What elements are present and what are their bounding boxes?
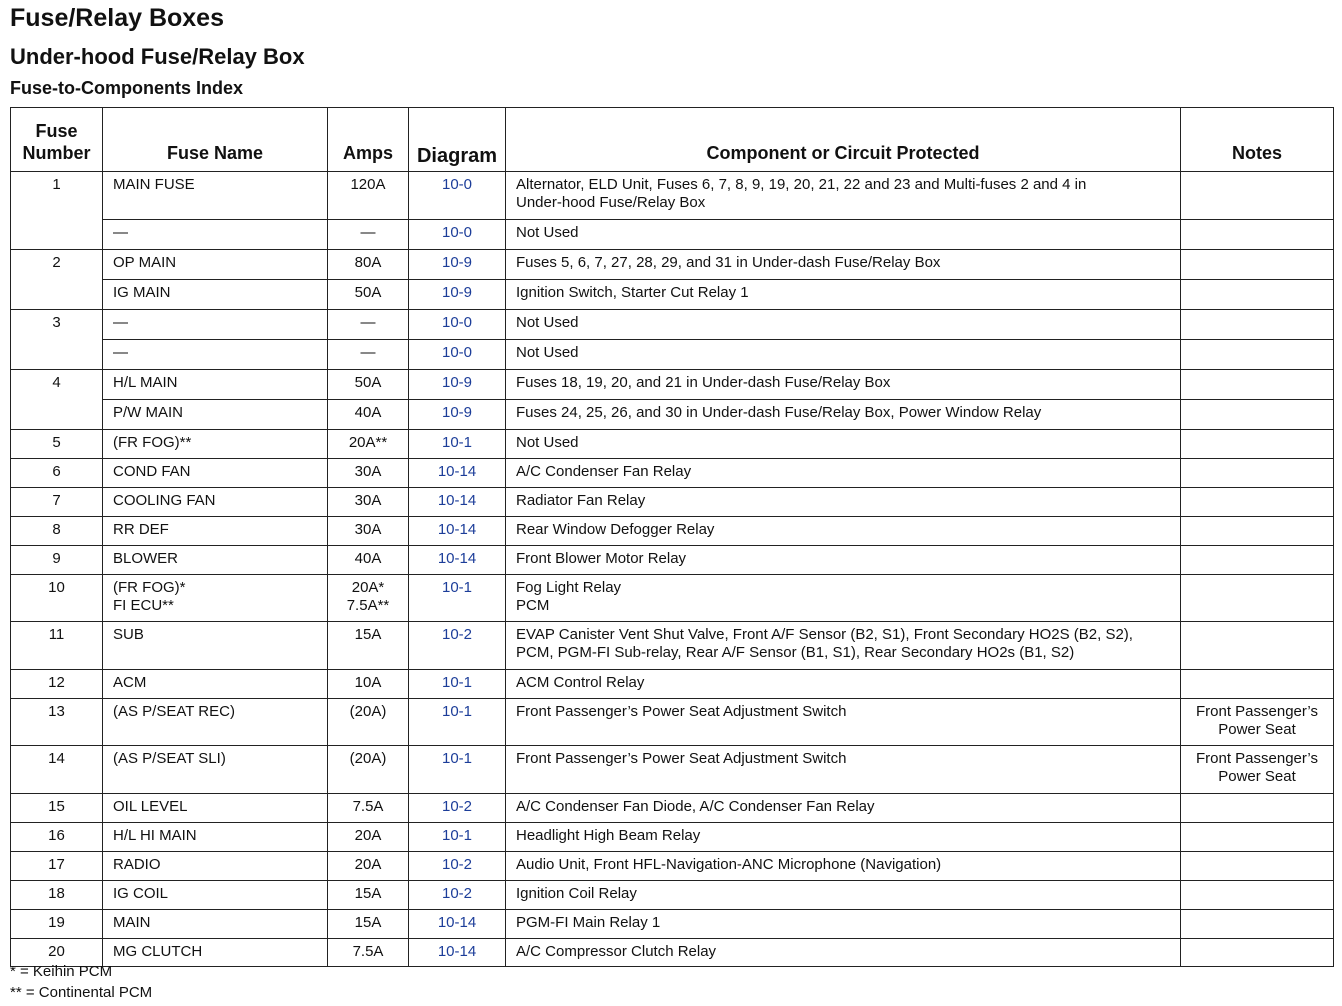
notes-cell bbox=[1181, 794, 1334, 823]
amps-cell: — bbox=[328, 340, 409, 370]
notes-cell bbox=[1181, 250, 1334, 280]
table-header-row bbox=[11, 108, 1334, 172]
table-row bbox=[11, 852, 1334, 881]
table-row bbox=[11, 546, 1334, 575]
table-row bbox=[11, 488, 1334, 517]
notes-cell bbox=[1181, 575, 1334, 622]
diagram-cell: 10-14 bbox=[409, 910, 506, 939]
amps-cell: 7.5A bbox=[328, 794, 409, 823]
component-cell: A/C Condenser Fan Diode, A/C Condenser Fan Relay bbox=[506, 794, 1181, 823]
amps-cell: 80A bbox=[328, 250, 409, 280]
diagram-cell: 10-1 bbox=[409, 670, 506, 699]
table-row bbox=[11, 220, 1334, 250]
component-cell: EVAP Canister Vent Shut Valve, Front A/F Sensor (B2, S1), Front Secondary HO2S (B2, S2), PCM, PGM-FI Sub-relay, Rear A/F Sensor (B1, S1), Rear Secondary HO2s (B1, S2) bbox=[506, 622, 1181, 670]
notes-cell bbox=[1181, 400, 1334, 430]
fuse-number-cell: 3 bbox=[11, 310, 103, 370]
component-cell: Not Used bbox=[506, 310, 1181, 340]
diagram-cell: 10-2 bbox=[409, 881, 506, 910]
fuse-name-cell: BLOWER bbox=[103, 546, 328, 575]
fuse-name-cell: — bbox=[103, 220, 328, 250]
notes-cell bbox=[1181, 546, 1334, 575]
component-cell: Not Used bbox=[506, 220, 1181, 250]
fuse-number-cell: 10 bbox=[11, 575, 103, 622]
fuse-number-cell: 1 bbox=[11, 172, 103, 250]
fuse-index-table bbox=[10, 107, 1334, 967]
page-title: Fuse/Relay Boxes bbox=[10, 4, 224, 32]
fuse-name-cell: ACM bbox=[103, 670, 328, 699]
component-cell: Fog Light Relay PCM bbox=[506, 575, 1181, 622]
fuse-number-cell: 9 bbox=[11, 546, 103, 575]
fuse-number-cell: 13 bbox=[11, 699, 103, 746]
amps-cell: 40A bbox=[328, 400, 409, 430]
fuse-name-cell: (AS P/SEAT SLI) bbox=[103, 746, 328, 794]
amps-cell: 20A* 7.5A** bbox=[328, 575, 409, 622]
notes-cell bbox=[1181, 488, 1334, 517]
fuse-number-cell: 11 bbox=[11, 622, 103, 670]
header-fuse-number-text: Fuse Number bbox=[22, 121, 91, 163]
component-cell: Fuses 24, 25, 26, and 30 in Under-dash Fuse/Relay Box, Power Window Relay bbox=[506, 400, 1181, 430]
notes-cell bbox=[1181, 280, 1334, 310]
table-row bbox=[11, 400, 1334, 430]
diagram-cell: 10-9 bbox=[409, 400, 506, 430]
amps-cell: (20A) bbox=[328, 699, 409, 746]
amps-cell: 120A bbox=[328, 172, 409, 220]
component-cell: Ignition Coil Relay bbox=[506, 881, 1181, 910]
component-cell: Alternator, ELD Unit, Fuses 6, 7, 8, 9, 19, 20, 21, 22 and 23 and Multi-fuses 2 and 4 in Under-hood Fuse/Relay Box bbox=[506, 172, 1181, 220]
table-row bbox=[11, 370, 1334, 400]
fuse-name-cell: SUB bbox=[103, 622, 328, 670]
diagram-cell: 10-2 bbox=[409, 794, 506, 823]
amps-cell: 30A bbox=[328, 459, 409, 488]
component-cell: A/C Compressor Clutch Relay bbox=[506, 939, 1181, 967]
diagram-cell: 10-1 bbox=[409, 699, 506, 746]
fuse-number-cell: 19 bbox=[11, 910, 103, 939]
fuse-number-cell: 14 bbox=[11, 746, 103, 794]
component-cell: Fuses 18, 19, 20, and 21 in Under-dash Fuse/Relay Box bbox=[506, 370, 1181, 400]
fuse-name-cell: RR DEF bbox=[103, 517, 328, 546]
fuse-number-cell: 16 bbox=[11, 823, 103, 852]
notes-cell bbox=[1181, 622, 1334, 670]
amps-cell: 15A bbox=[328, 622, 409, 670]
fuse-name-cell: — bbox=[103, 310, 328, 340]
header-fuse-number bbox=[11, 108, 103, 172]
diagram-cell: 10-1 bbox=[409, 746, 506, 794]
notes-cell bbox=[1181, 370, 1334, 400]
amps-cell: (20A) bbox=[328, 746, 409, 794]
table-row bbox=[11, 459, 1334, 488]
table-row bbox=[11, 823, 1334, 852]
table-row bbox=[11, 517, 1334, 546]
diagram-cell: 10-0 bbox=[409, 310, 506, 340]
diagram-cell: 10-14 bbox=[409, 488, 506, 517]
component-cell: Not Used bbox=[506, 430, 1181, 459]
amps-cell: 50A bbox=[328, 280, 409, 310]
table-row bbox=[11, 622, 1334, 670]
fuse-number-cell: 2 bbox=[11, 250, 103, 310]
diagram-cell: 10-1 bbox=[409, 575, 506, 622]
amps-cell: 10A bbox=[328, 670, 409, 699]
table-row bbox=[11, 746, 1334, 794]
amps-cell: 40A bbox=[328, 546, 409, 575]
footnote-continental: ** = Continental PCM bbox=[10, 984, 153, 1001]
header-component: Component or Circuit Protected bbox=[506, 108, 1181, 172]
fuse-name-cell: RADIO bbox=[103, 852, 328, 881]
fuse-number-cell: 6 bbox=[11, 459, 103, 488]
amps-cell: 20A** bbox=[328, 430, 409, 459]
component-cell: Fuses 5, 6, 7, 27, 28, 29, and 31 in Under-dash Fuse/Relay Box bbox=[506, 250, 1181, 280]
diagram-cell: 10-1 bbox=[409, 430, 506, 459]
fuse-name-cell: — bbox=[103, 340, 328, 370]
amps-cell: 15A bbox=[328, 910, 409, 939]
component-cell: Ignition Switch, Starter Cut Relay 1 bbox=[506, 280, 1181, 310]
notes-cell bbox=[1181, 310, 1334, 340]
fuse-name-cell: H/L HI MAIN bbox=[103, 823, 328, 852]
fuse-number-cell: 5 bbox=[11, 430, 103, 459]
fuse-name-cell: IG COIL bbox=[103, 881, 328, 910]
fuse-name-cell: (FR FOG)** bbox=[103, 430, 328, 459]
fuse-name-cell: OP MAIN bbox=[103, 250, 328, 280]
fuse-number-cell: 4 bbox=[11, 370, 103, 430]
table-row bbox=[11, 250, 1334, 280]
header-amps: Amps bbox=[328, 108, 409, 172]
page-subtitle: Under-hood Fuse/Relay Box bbox=[10, 44, 305, 69]
table-row bbox=[11, 794, 1334, 823]
diagram-cell: 10-2 bbox=[409, 852, 506, 881]
fuse-name-cell: IG MAIN bbox=[103, 280, 328, 310]
diagram-cell: 10-0 bbox=[409, 172, 506, 220]
fuse-number-cell: 8 bbox=[11, 517, 103, 546]
fuse-number-cell: 18 bbox=[11, 881, 103, 910]
notes-cell bbox=[1181, 517, 1334, 546]
fuse-name-cell: P/W MAIN bbox=[103, 400, 328, 430]
amps-cell: 15A bbox=[328, 881, 409, 910]
section-title: Fuse-to-Components Index bbox=[10, 78, 243, 98]
fuse-name-cell: H/L MAIN bbox=[103, 370, 328, 400]
notes-cell bbox=[1181, 670, 1334, 699]
fuse-number-cell: 20 bbox=[11, 939, 103, 967]
table-row bbox=[11, 172, 1334, 220]
table-row bbox=[11, 910, 1334, 939]
amps-cell: 20A bbox=[328, 823, 409, 852]
notes-cell: Front Passenger’s Power Seat bbox=[1181, 746, 1334, 794]
notes-cell: Front Passenger’s Power Seat bbox=[1181, 699, 1334, 746]
component-cell: Radiator Fan Relay bbox=[506, 488, 1181, 517]
amps-cell: 7.5A bbox=[328, 939, 409, 967]
fuse-name-cell: COOLING FAN bbox=[103, 488, 328, 517]
header-notes: Notes bbox=[1181, 108, 1334, 172]
diagram-cell: 10-9 bbox=[409, 370, 506, 400]
fuse-name-cell: MAIN FUSE bbox=[103, 172, 328, 220]
notes-cell bbox=[1181, 220, 1334, 250]
table-row bbox=[11, 280, 1334, 310]
amps-cell: 30A bbox=[328, 517, 409, 546]
component-cell: Front Passenger’s Power Seat Adjustment Switch bbox=[506, 699, 1181, 746]
table-row bbox=[11, 670, 1334, 699]
notes-cell bbox=[1181, 340, 1334, 370]
fuse-name-cell: (FR FOG)* FI ECU** bbox=[103, 575, 328, 622]
diagram-cell: 10-14 bbox=[409, 939, 506, 967]
component-cell: Headlight High Beam Relay bbox=[506, 823, 1181, 852]
component-cell: Not Used bbox=[506, 340, 1181, 370]
diagram-cell: 10-9 bbox=[409, 250, 506, 280]
notes-cell bbox=[1181, 172, 1334, 220]
fuse-number-cell: 7 bbox=[11, 488, 103, 517]
diagram-cell: 10-2 bbox=[409, 622, 506, 670]
notes-cell bbox=[1181, 459, 1334, 488]
notes-cell bbox=[1181, 939, 1334, 967]
diagram-cell: 10-9 bbox=[409, 280, 506, 310]
component-cell: Front Passenger’s Power Seat Adjustment Switch bbox=[506, 746, 1181, 794]
amps-cell: 30A bbox=[328, 488, 409, 517]
component-cell: ACM Control Relay bbox=[506, 670, 1181, 699]
amps-cell: — bbox=[328, 220, 409, 250]
component-cell: A/C Condenser Fan Relay bbox=[506, 459, 1181, 488]
component-cell: Rear Window Defogger Relay bbox=[506, 517, 1181, 546]
fuse-name-cell: MG CLUTCH bbox=[103, 939, 328, 967]
table-row bbox=[11, 310, 1334, 340]
notes-cell bbox=[1181, 881, 1334, 910]
component-cell: Front Blower Motor Relay bbox=[506, 546, 1181, 575]
fuse-number-cell: 17 bbox=[11, 852, 103, 881]
component-cell: PGM-FI Main Relay 1 bbox=[506, 910, 1181, 939]
notes-cell bbox=[1181, 823, 1334, 852]
fuse-name-cell: (AS P/SEAT REC) bbox=[103, 699, 328, 746]
fuse-name-cell: COND FAN bbox=[103, 459, 328, 488]
fuse-number-cell: 12 bbox=[11, 670, 103, 699]
diagram-cell: 10-14 bbox=[409, 459, 506, 488]
table-row bbox=[11, 430, 1334, 459]
header-diagram: Diagram bbox=[409, 108, 506, 172]
diagram-cell: 10-14 bbox=[409, 517, 506, 546]
notes-cell bbox=[1181, 910, 1334, 939]
fuse-name-cell: MAIN bbox=[103, 910, 328, 939]
notes-cell bbox=[1181, 430, 1334, 459]
header-fuse-name: Fuse Name bbox=[103, 108, 328, 172]
amps-cell: 50A bbox=[328, 370, 409, 400]
footnote-keihin: * = Keihin PCM bbox=[10, 963, 113, 980]
table-row bbox=[11, 699, 1334, 746]
diagram-cell: 10-1 bbox=[409, 823, 506, 852]
table-row bbox=[11, 575, 1334, 622]
notes-cell bbox=[1181, 852, 1334, 881]
amps-cell: — bbox=[328, 310, 409, 340]
amps-cell: 20A bbox=[328, 852, 409, 881]
fuse-number-cell: 15 bbox=[11, 794, 103, 823]
fuse-name-cell: OIL LEVEL bbox=[103, 794, 328, 823]
diagram-cell: 10-0 bbox=[409, 340, 506, 370]
table-row bbox=[11, 881, 1334, 910]
component-cell: Audio Unit, Front HFL-Navigation-ANC Microphone (Navigation) bbox=[506, 852, 1181, 881]
diagram-cell: 10-14 bbox=[409, 546, 506, 575]
table-row bbox=[11, 340, 1334, 370]
table-row bbox=[11, 939, 1334, 967]
diagram-cell: 10-0 bbox=[409, 220, 506, 250]
